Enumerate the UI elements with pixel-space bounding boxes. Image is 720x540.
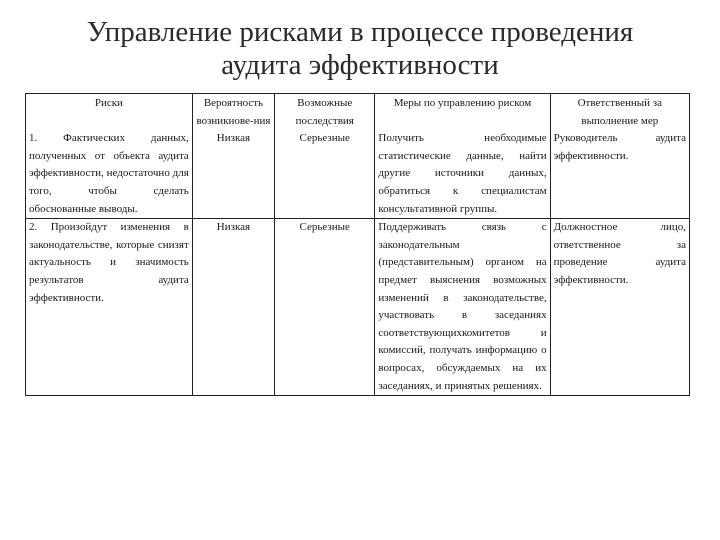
cell-measures: Получить необходимые статистические данные, найти другие источники данных, обратиться к специалистам консультативной группы. — [375, 130, 550, 218]
table-row — [26, 130, 690, 218]
table-row — [26, 219, 690, 396]
cell-risk: 1. Фактических данных, полученных от объекта аудита эффективности, недостаточно для того, чтобы сделать обоснованные выводы. — [26, 130, 193, 218]
cell-measures: Поддерживать связь с законодательным (представительным) органом на предмет выяснения возможных изменений в законодательстве, участвовать в заседаниях соответствующихкомитетов и комиссий, получать информацию о вопросах, обсуждаемых на их заседаниях, и принятых решениях. — [375, 219, 550, 396]
cell-probability: Низкая — [192, 130, 274, 218]
cell-risk: 2. Произойдут изменения в законодательстве, которые снизят актуальность и значимость результатов аудита эффективности. — [26, 219, 193, 396]
header-probability: Вероятность возникнове-ния — [192, 94, 274, 131]
header-consequences: Возможные последствия — [275, 94, 375, 131]
cell-probability: Низкая — [192, 219, 274, 396]
cell-consequences: Серьезные — [275, 130, 375, 218]
title-line-2: аудита эффективности — [221, 49, 499, 81]
table-header-row — [26, 94, 690, 131]
risk-management-table — [25, 93, 690, 396]
cell-responsible: Руководитель аудита эффективности. — [550, 130, 689, 218]
title-line-1: Управление рисками в процессе проведения — [86, 16, 634, 48]
cell-responsible: Должностное лицо, ответственное за проведение аудита эффективности. — [550, 219, 689, 396]
header-responsible: Ответственный за выполнение мер — [550, 94, 689, 131]
header-measures: Меры по управлению риском — [375, 94, 550, 131]
slide-title — [0, 16, 720, 82]
header-risks: Риски — [26, 94, 193, 131]
cell-consequences: Серьезные — [275, 219, 375, 396]
